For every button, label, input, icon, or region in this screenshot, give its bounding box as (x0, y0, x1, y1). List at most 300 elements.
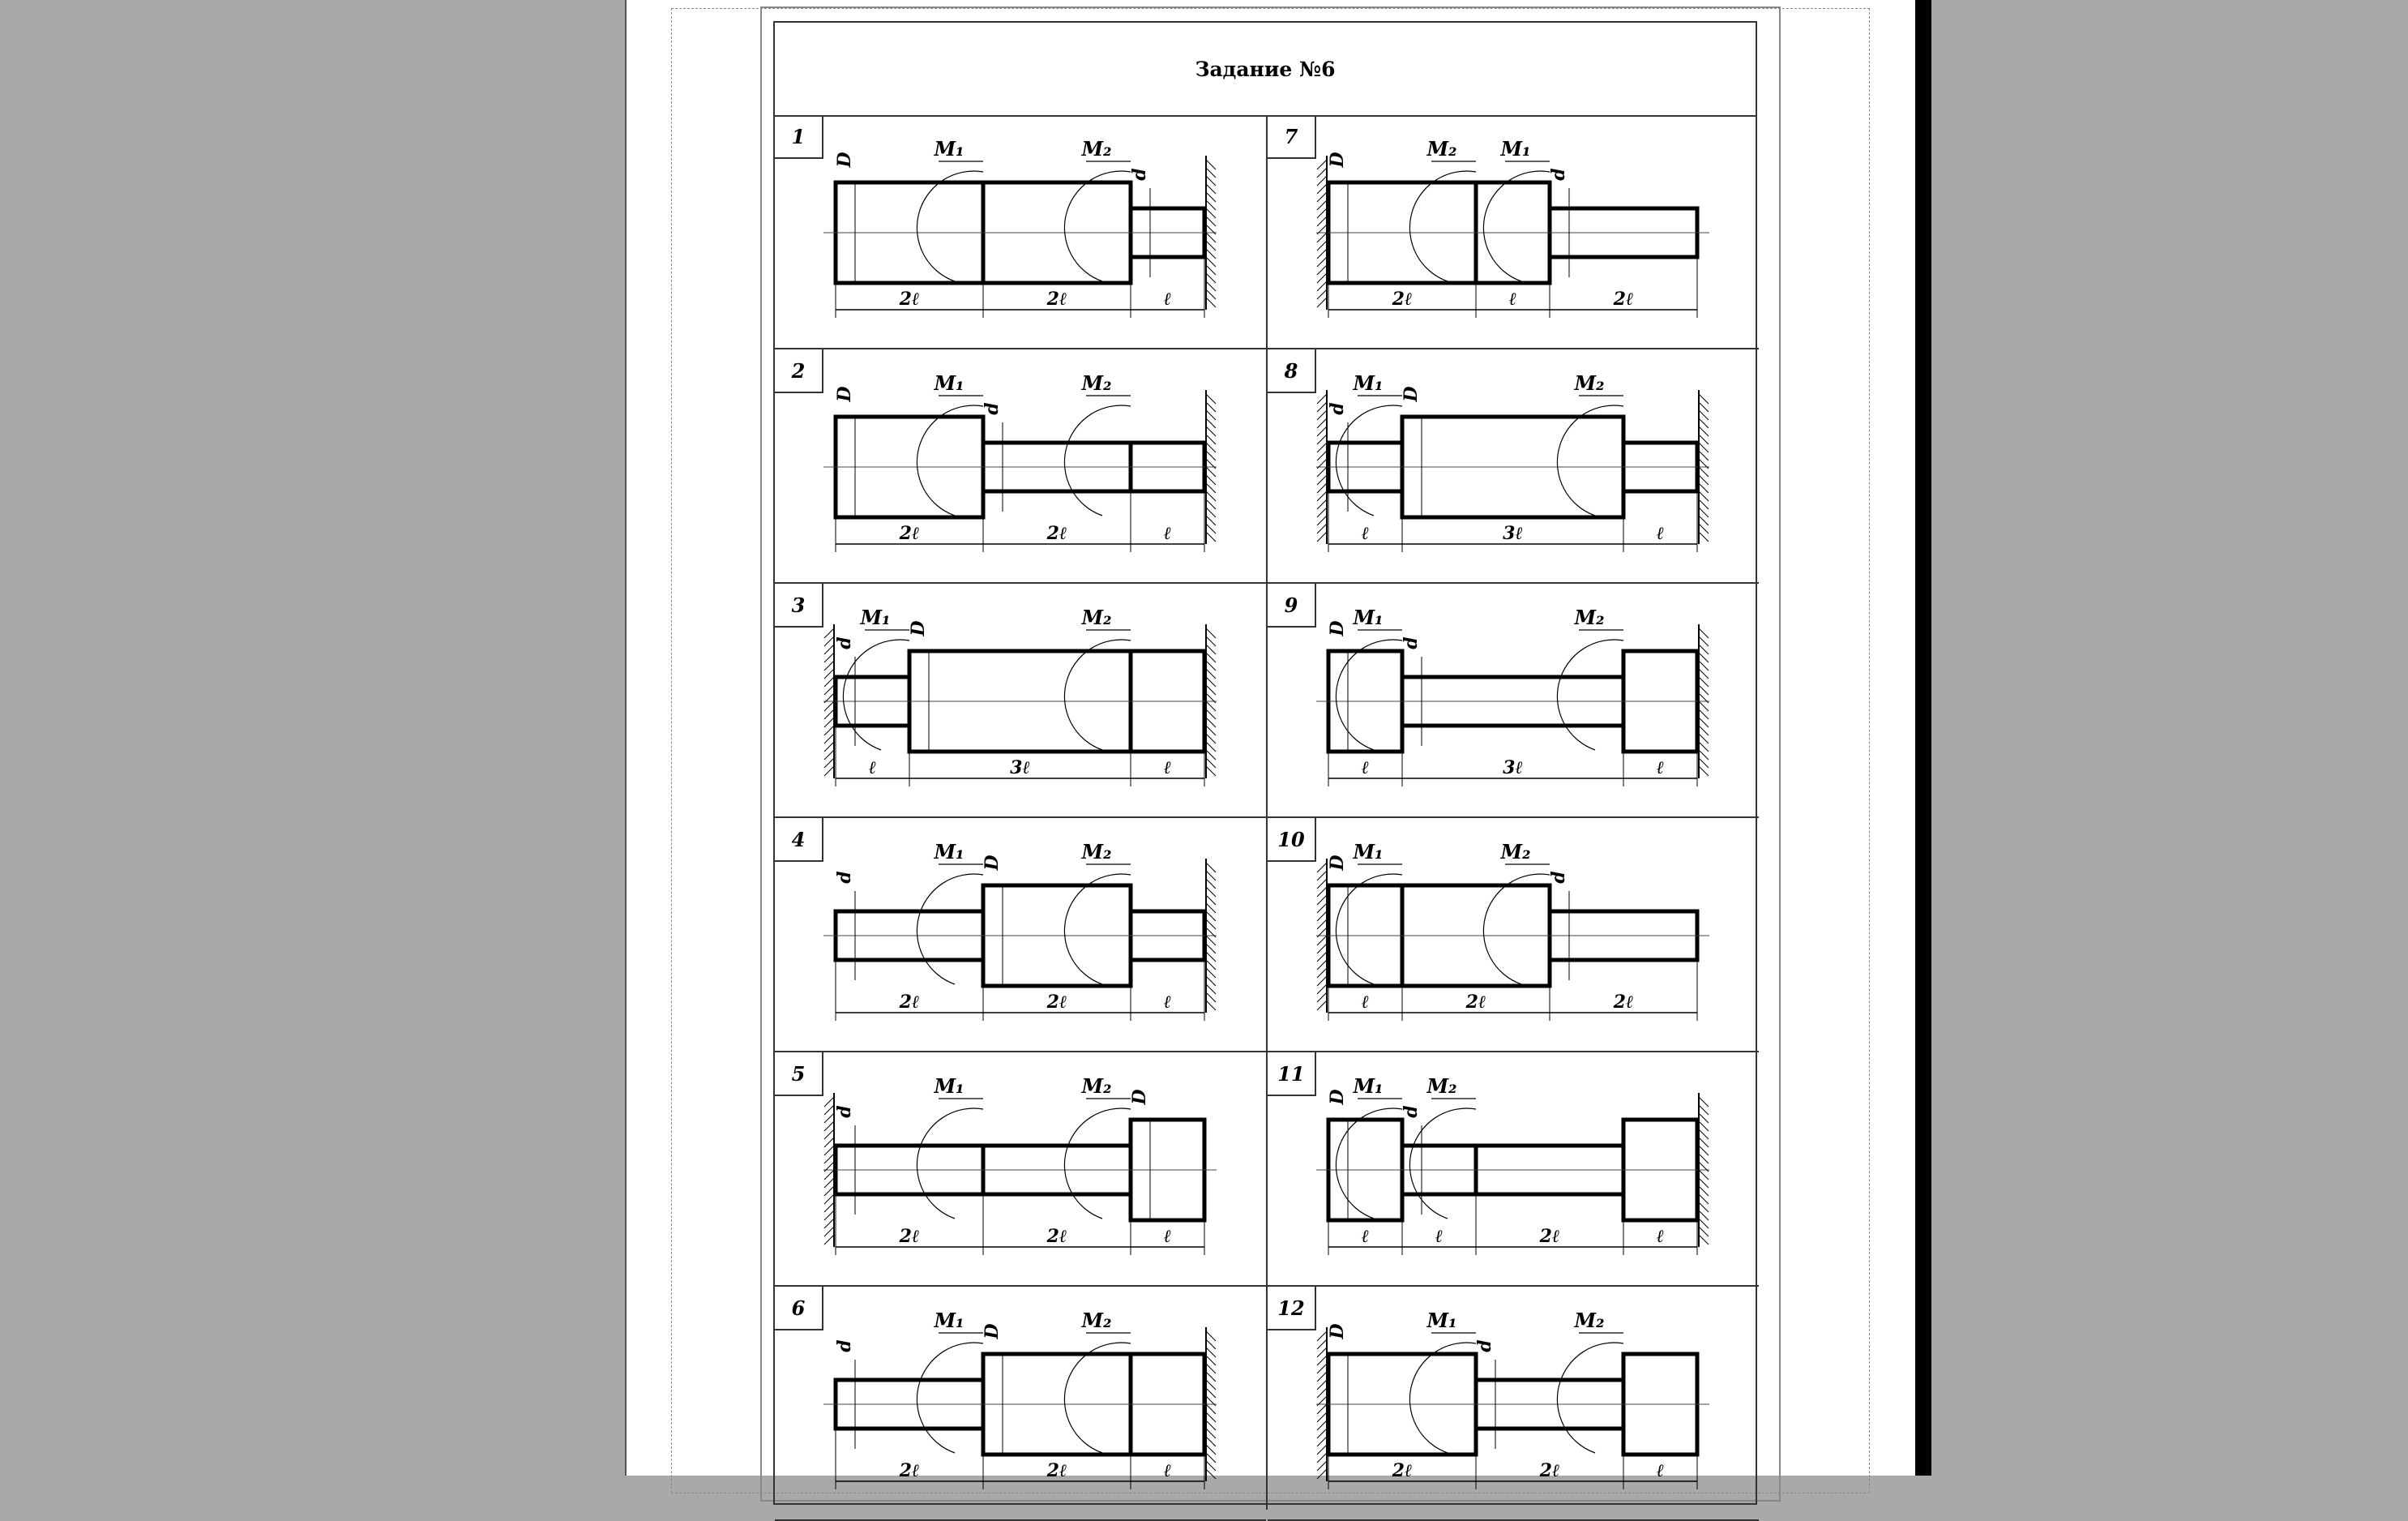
shaft-diagram (775, 1052, 1266, 1287)
support-hatch (1206, 410, 1216, 420)
support-hatch (1699, 1170, 1709, 1180)
support-hatch (1699, 418, 1709, 428)
support-hatch (1317, 984, 1327, 994)
dimension-label: 2ℓ (1046, 992, 1067, 1013)
support-hatch (824, 1170, 834, 1180)
dimension-label: ℓ (1163, 1226, 1172, 1247)
support-hatch (1317, 1453, 1327, 1463)
support-hatch (1699, 734, 1709, 743)
support-hatch (1699, 726, 1709, 735)
moment-m2-label: M₂ (1574, 1309, 1605, 1332)
support-hatch (1206, 895, 1216, 905)
support-hatch (1699, 467, 1709, 477)
support-hatch (1206, 508, 1216, 517)
support-hatch (1206, 960, 1216, 970)
support-hatch (1317, 944, 1327, 953)
support-hatch (1699, 742, 1709, 752)
support-hatch (1206, 467, 1216, 477)
torque-arc (1557, 405, 1623, 516)
dimension-label: ℓ (1361, 1226, 1370, 1247)
support-hatch (1206, 483, 1216, 493)
support-hatch (1699, 701, 1709, 711)
diameter-D-label: D (834, 386, 855, 402)
support-hatch (1206, 426, 1216, 436)
support-hatch (1206, 200, 1216, 210)
shaft-diagram (1268, 818, 1759, 1052)
diameter-D-label: D (1327, 1323, 1348, 1339)
diameter-D-label: D (908, 620, 929, 636)
moment-m1-label: M₁ (1353, 371, 1384, 395)
task-cell (775, 115, 1266, 349)
moment-m1-label: M₁ (934, 840, 964, 863)
support-hatch (1317, 911, 1327, 921)
torque-arc (1336, 405, 1402, 516)
support-hatch (1206, 1356, 1216, 1365)
support-hatch (1206, 1445, 1216, 1455)
diameter-D-label: D (1327, 855, 1348, 871)
support-hatch (1317, 1380, 1327, 1390)
moment-m2-label: M₂ (1081, 1309, 1112, 1332)
torque-arc (1409, 1108, 1476, 1219)
support-hatch (1206, 475, 1216, 485)
support-hatch (1317, 160, 1327, 169)
support-hatch (824, 1235, 834, 1245)
support-hatch (1317, 241, 1327, 251)
support-hatch (824, 750, 834, 760)
torque-arc (917, 171, 983, 281)
support-hatch (1317, 499, 1327, 509)
support-hatch (1206, 1429, 1216, 1438)
support-hatch (1317, 1388, 1327, 1398)
dimension-label: 2ℓ (899, 992, 920, 1013)
support-hatch (1206, 1372, 1216, 1382)
torque-arc (1064, 874, 1131, 984)
support-hatch (824, 701, 834, 711)
support-hatch (1206, 661, 1216, 671)
support-hatch (1206, 491, 1216, 501)
dimension-label: 2ℓ (1046, 1226, 1067, 1247)
support-hatch (1206, 176, 1216, 186)
document-page[interactable] (625, 0, 1917, 1481)
dimension-label: 2ℓ (1613, 289, 1634, 310)
support-hatch (1317, 532, 1327, 542)
support-hatch (1206, 976, 1216, 986)
shaft-diagram (1268, 1052, 1759, 1287)
support-hatch (1206, 1000, 1216, 1010)
torque-arc (917, 1343, 983, 1453)
support-hatch (1206, 394, 1216, 404)
dimension-label: ℓ (1361, 523, 1370, 544)
support-hatch (1206, 273, 1216, 283)
task-cell (1268, 115, 1759, 349)
torque-arc (1409, 171, 1476, 281)
support-hatch (824, 645, 834, 654)
task-sheet (773, 21, 1757, 1505)
support-hatch (1699, 653, 1709, 662)
dimension-label: 2ℓ (1539, 1460, 1560, 1481)
support-hatch (1206, 216, 1216, 226)
support-hatch (1206, 192, 1216, 202)
diameter-D-label: D (1129, 1089, 1150, 1105)
support-hatch (1699, 709, 1709, 719)
support-hatch (1206, 742, 1216, 752)
moment-m2-label: M₂ (1426, 1074, 1457, 1098)
support-hatch (824, 1146, 834, 1155)
support-hatch (1206, 298, 1216, 307)
support-hatch (1699, 669, 1709, 679)
support-hatch (1699, 532, 1709, 542)
moment-m2-label: M₂ (1574, 606, 1605, 629)
shaft-diagram (1268, 115, 1759, 349)
dimension-label: ℓ (1361, 992, 1370, 1013)
moment-m1-label: M₁ (934, 1074, 964, 1098)
support-hatch (1317, 1404, 1327, 1414)
dimension-label: ℓ (1163, 757, 1172, 778)
dimension-label: 2ℓ (899, 1226, 920, 1247)
torque-arc (1409, 1343, 1476, 1453)
support-hatch (1206, 669, 1216, 679)
support-hatch (824, 628, 834, 638)
dimension-label: 2ℓ (899, 289, 920, 310)
moment-m2-label: M₂ (1500, 840, 1531, 863)
support-hatch (1206, 532, 1216, 542)
shaft-diagram (775, 1287, 1266, 1521)
moment-m1-label: M₁ (860, 606, 891, 629)
support-hatch (1206, 944, 1216, 953)
task-number: 3 (775, 584, 823, 628)
support-hatch (824, 677, 834, 687)
support-hatch (1699, 394, 1709, 404)
dimension-label: ℓ (1163, 992, 1172, 1013)
support-hatch (1699, 750, 1709, 760)
dimension-label: ℓ (868, 757, 877, 778)
support-hatch (1699, 1194, 1709, 1204)
diameter-d-label: d (1401, 1105, 1422, 1118)
support-hatch (1206, 701, 1216, 711)
support-hatch (1206, 628, 1216, 638)
support-hatch (1206, 1469, 1216, 1479)
torque-arc (1064, 171, 1131, 281)
support-hatch (1699, 636, 1709, 646)
moment-m2-label: M₂ (1081, 371, 1112, 395)
shaft-diagram (775, 818, 1266, 1052)
support-hatch (1317, 976, 1327, 986)
support-hatch (1206, 289, 1216, 299)
dimension-label: ℓ (1163, 1460, 1172, 1481)
task-cell (775, 1287, 1266, 1521)
support-hatch (1206, 766, 1216, 776)
support-hatch (1699, 516, 1709, 525)
moment-m2-label: M₁ (1500, 137, 1531, 161)
support-hatch (1699, 1186, 1709, 1196)
torque-arc (917, 405, 983, 516)
diameter-D-label: D (1401, 386, 1422, 402)
task-cell (775, 349, 1266, 584)
support-hatch (1699, 1129, 1709, 1139)
support-hatch (1206, 685, 1216, 695)
support-hatch (824, 758, 834, 768)
task-cell (775, 818, 1266, 1052)
task-number: 4 (775, 818, 823, 862)
support-hatch (1699, 1146, 1709, 1155)
support-hatch (1317, 1429, 1327, 1438)
support-hatch (1206, 1347, 1216, 1357)
support-hatch (1699, 524, 1709, 533)
diameter-d-label: d (1129, 168, 1150, 181)
support-hatch (824, 636, 834, 646)
support-hatch (1206, 451, 1216, 461)
moment-m1-label: M₁ (934, 137, 964, 161)
support-hatch (1206, 435, 1216, 444)
support-hatch (1699, 718, 1709, 727)
support-hatch (1317, 1461, 1327, 1471)
support-hatch (1317, 402, 1327, 412)
support-hatch (1699, 677, 1709, 687)
support-hatch (1699, 628, 1709, 638)
diameter-D-label: D (1327, 152, 1348, 168)
support-hatch (824, 766, 834, 776)
dimension-label: ℓ (1656, 1226, 1665, 1247)
shaft-diagram (775, 584, 1266, 818)
sheet-title: Задание №6 (775, 23, 1756, 117)
support-hatch (1206, 281, 1216, 291)
support-hatch (1317, 508, 1327, 517)
support-hatch (1317, 200, 1327, 210)
support-hatch (1699, 508, 1709, 517)
support-hatch (1206, 903, 1216, 913)
support-hatch (1699, 1105, 1709, 1115)
support-hatch (1206, 734, 1216, 743)
support-hatch (1206, 1331, 1216, 1341)
dimension-label: 3ℓ (1503, 757, 1523, 778)
shaft-diagram (775, 349, 1266, 584)
support-hatch (1699, 426, 1709, 436)
support-hatch (824, 1210, 834, 1220)
support-hatch (1317, 952, 1327, 962)
support-hatch (1206, 418, 1216, 428)
support-hatch (1206, 1339, 1216, 1349)
moment-m1-label: M₁ (1353, 1074, 1384, 1098)
support-hatch (1699, 1178, 1709, 1188)
support-hatch (1206, 879, 1216, 889)
support-hatch (1317, 418, 1327, 428)
support-hatch (1206, 402, 1216, 412)
support-hatch (824, 734, 834, 743)
diameter-d-label: d (1401, 636, 1422, 649)
dimension-label: 3ℓ (1010, 757, 1030, 778)
dimension-label: 2ℓ (1392, 289, 1413, 310)
support-hatch (1317, 249, 1327, 259)
moment-m2-label: M₂ (1574, 371, 1605, 395)
torque-arc (843, 640, 909, 750)
torque-arc (1336, 874, 1402, 984)
task-number: 1 (775, 115, 823, 159)
support-hatch (1317, 483, 1327, 493)
support-hatch (1317, 1347, 1327, 1357)
support-hatch (824, 685, 834, 695)
support-hatch (1317, 298, 1327, 307)
support-hatch (1206, 1412, 1216, 1422)
support-hatch (1206, 1437, 1216, 1446)
support-hatch (1206, 1364, 1216, 1373)
support-hatch (1317, 451, 1327, 461)
support-hatch (1699, 1097, 1709, 1107)
support-hatch (1699, 1154, 1709, 1163)
support-hatch (824, 718, 834, 727)
torque-arc (1557, 1343, 1623, 1453)
support-hatch (824, 669, 834, 679)
support-hatch (1699, 645, 1709, 654)
support-hatch (1206, 257, 1216, 267)
support-hatch (1206, 887, 1216, 897)
support-hatch (1206, 709, 1216, 719)
moment-m1-label: M₂ (1426, 137, 1457, 161)
support-hatch (824, 1121, 834, 1131)
support-hatch (1206, 968, 1216, 978)
dimension-label: 2ℓ (1465, 992, 1486, 1013)
task-number: 11 (1268, 1052, 1316, 1096)
moment-m1-label: M₁ (934, 1309, 964, 1332)
dimension-label: 2ℓ (899, 1460, 920, 1481)
support-hatch (1317, 257, 1327, 267)
support-hatch (1206, 1453, 1216, 1463)
torque-arc (1483, 171, 1550, 281)
diameter-d-label: d (834, 1339, 855, 1352)
support-hatch (1317, 216, 1327, 226)
support-hatch (1206, 726, 1216, 735)
moment-m1-label: M₁ (934, 371, 964, 395)
support-hatch (1317, 1339, 1327, 1349)
support-hatch (1699, 483, 1709, 493)
task-number: 10 (1268, 818, 1316, 862)
support-hatch (1206, 911, 1216, 921)
diameter-D-label: D (1327, 620, 1348, 636)
dimension-label: ℓ (1435, 1226, 1444, 1247)
torque-arc (1336, 640, 1402, 750)
support-hatch (824, 1138, 834, 1147)
diameter-D-label: D (982, 855, 1003, 871)
support-hatch (1206, 863, 1216, 872)
support-hatch (1206, 443, 1216, 452)
support-hatch (1317, 936, 1327, 945)
support-hatch (1206, 249, 1216, 259)
torque-arc (1336, 1108, 1402, 1219)
dimension-label: ℓ (1656, 523, 1665, 544)
support-hatch (1317, 475, 1327, 485)
support-hatch (824, 1219, 834, 1228)
support-hatch (1699, 1210, 1709, 1220)
support-hatch (1206, 499, 1216, 509)
torque-arc (1064, 640, 1131, 750)
task-number: 5 (775, 1052, 823, 1096)
support-hatch (824, 1105, 834, 1115)
support-hatch (1317, 863, 1327, 872)
diameter-D-label: D (834, 152, 855, 168)
support-hatch (1206, 750, 1216, 760)
dimension-label: 2ℓ (1613, 992, 1634, 1013)
support-hatch (824, 1113, 834, 1123)
support-hatch (824, 1178, 834, 1188)
task-number: 12 (1268, 1287, 1316, 1330)
support-hatch (1699, 1235, 1709, 1245)
task-number: 2 (775, 349, 823, 393)
task-cell (1268, 818, 1759, 1052)
moment-m1-label: M₁ (1353, 840, 1384, 863)
support-hatch (1317, 1420, 1327, 1430)
dimension-label: ℓ (1656, 1460, 1665, 1481)
support-hatch (1206, 160, 1216, 169)
support-hatch (1206, 208, 1216, 218)
support-hatch (1317, 435, 1327, 444)
support-hatch (1317, 1331, 1327, 1341)
support-hatch (1317, 289, 1327, 299)
task-cell (775, 584, 1266, 818)
support-hatch (1206, 718, 1216, 727)
support-hatch (1206, 524, 1216, 533)
task-cell (1268, 349, 1759, 584)
support-hatch (1317, 208, 1327, 218)
support-hatch (1206, 1420, 1216, 1430)
support-hatch (1206, 871, 1216, 880)
torque-arc (1064, 1108, 1131, 1219)
support-hatch (1317, 524, 1327, 533)
support-hatch (824, 709, 834, 719)
support-hatch (1317, 516, 1327, 525)
support-hatch (1317, 1356, 1327, 1365)
support-hatch (1317, 1437, 1327, 1446)
support-hatch (1206, 952, 1216, 962)
shaft-diagram (1268, 584, 1759, 818)
support-hatch (1699, 766, 1709, 776)
task-number: 7 (1268, 115, 1316, 159)
support-hatch (1699, 1138, 1709, 1147)
torque-arc (1064, 1343, 1131, 1453)
support-hatch (1317, 919, 1327, 929)
task-cell (1268, 584, 1759, 818)
moment-m1-label: M₁ (1426, 1309, 1457, 1332)
support-hatch (1206, 1388, 1216, 1398)
support-hatch (1317, 871, 1327, 880)
torque-arc (1483, 874, 1550, 984)
support-hatch (1699, 499, 1709, 509)
dimension-label: 2ℓ (1539, 1226, 1560, 1247)
support-hatch (1317, 184, 1327, 194)
dimension-label: 2ℓ (1392, 1460, 1413, 1481)
support-hatch (1206, 184, 1216, 194)
support-hatch (824, 742, 834, 752)
support-hatch (1699, 443, 1709, 452)
support-hatch (1699, 475, 1709, 485)
support-hatch (1206, 233, 1216, 242)
support-hatch (1206, 984, 1216, 994)
support-hatch (1317, 887, 1327, 897)
support-hatch (1206, 919, 1216, 929)
task-number: 9 (1268, 584, 1316, 628)
support-hatch (1317, 992, 1327, 1002)
support-hatch (824, 1154, 834, 1163)
shaft-diagram (1268, 1287, 1759, 1521)
support-hatch (1317, 273, 1327, 283)
moment-m2-label: M₂ (1081, 137, 1112, 161)
support-hatch (1317, 1364, 1327, 1373)
support-hatch (1317, 410, 1327, 420)
support-hatch (1699, 451, 1709, 461)
torque-arc (917, 874, 983, 984)
shaft-diagram (1268, 349, 1759, 584)
moment-m2-label: M₂ (1081, 1074, 1112, 1098)
dimension-label: ℓ (1656, 757, 1665, 778)
moment-m1-label: M₁ (1353, 606, 1384, 629)
